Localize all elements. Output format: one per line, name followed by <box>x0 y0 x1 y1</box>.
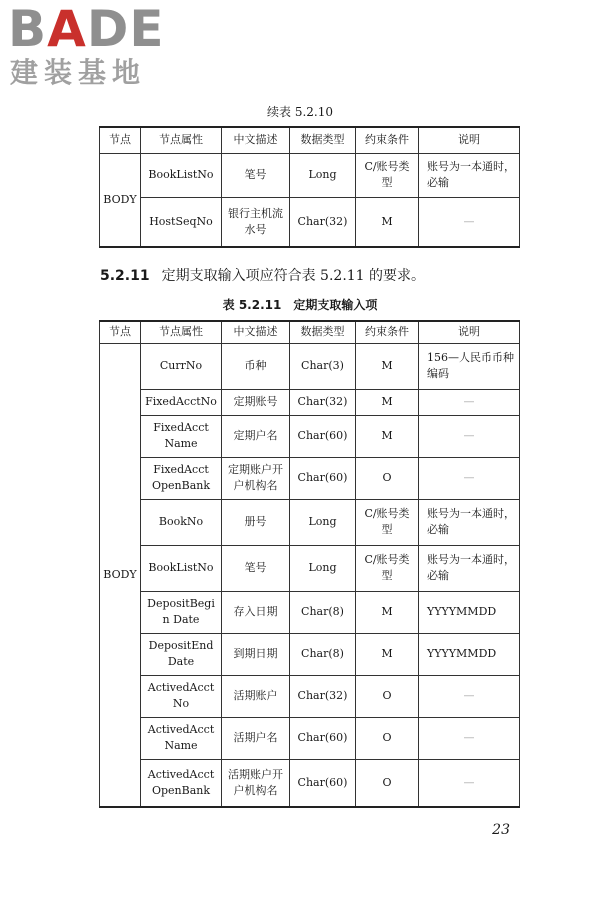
table-cell: O <box>356 759 419 807</box>
table-cell: Long <box>290 545 356 591</box>
table-cell: 册号 <box>222 499 290 545</box>
table2-caption: 表 5.2.11 定期支取输入项 <box>222 298 378 312</box>
header-cell: 数据类型 <box>290 127 356 153</box>
table-cell: Char(32) <box>290 675 356 717</box>
table-row <box>100 415 520 457</box>
header-cell: 节点属性 <box>141 321 222 343</box>
table-row <box>100 633 520 675</box>
table-cell: — <box>419 675 520 717</box>
table-row <box>100 545 520 591</box>
table-cell: ActivedAcct No <box>141 675 222 717</box>
table-cell: 定期账号 <box>222 389 290 415</box>
table-cell: 到期日期 <box>222 633 290 675</box>
table-cell: — <box>419 717 520 759</box>
table-cell: ActivedAcct Name <box>141 717 222 759</box>
table-cell: M <box>356 389 419 415</box>
table-cell: — <box>419 197 520 247</box>
table-cell: BookNo <box>141 499 222 545</box>
node-cell: BODY <box>100 343 141 807</box>
table-cell: Long <box>290 499 356 545</box>
table-cell: C/账号类型 <box>356 545 419 591</box>
table-cell: Char(60) <box>290 415 356 457</box>
header-cell: 说明 <box>419 321 520 343</box>
table-cell: 账号为一本通时，必输 <box>419 499 520 545</box>
logo-mark <box>8 0 178 58</box>
table-cell: C/账号类型 <box>356 499 419 545</box>
table-cell: FixedAcctNo <box>141 389 222 415</box>
table-cell: 定期户名 <box>222 415 290 457</box>
node-cell: BODY <box>100 153 141 247</box>
table-cell: Char(60) <box>290 717 356 759</box>
table-cell: 币种 <box>222 343 290 389</box>
table-cell: 账号为一本通时，必输 <box>419 153 520 197</box>
table-cell: 活期户名 <box>222 717 290 759</box>
table-cell: FixedAcct OpenBank <box>141 457 222 499</box>
table-cell: — <box>419 389 520 415</box>
table-cell: M <box>356 415 419 457</box>
section-5-2-11 <box>100 265 425 285</box>
table-cell: YYYYMMDD <box>419 633 520 675</box>
table-cell: M <box>356 591 419 633</box>
table-cell: Char(32) <box>290 197 356 247</box>
section-number: 5.2.11 <box>100 268 150 284</box>
table-cell: O <box>356 457 419 499</box>
continued-table-5-2-10 <box>99 126 520 248</box>
table-cell: YYYYMMDD <box>419 591 520 633</box>
table-row <box>100 153 520 197</box>
table-row <box>100 717 520 759</box>
table-cell: DepositBegin Date <box>141 591 222 633</box>
table-cell: 156—人民币币种编码 <box>419 343 520 389</box>
table-cell: Char(60) <box>290 457 356 499</box>
table-cell: Char(8) <box>290 633 356 675</box>
table-cell: 定期账户开户机构名 <box>222 457 290 499</box>
table-row <box>100 499 520 545</box>
table-cell: Char(3) <box>290 343 356 389</box>
table-cell: — <box>419 415 520 457</box>
table1-caption: 续表 5.2.10 <box>267 105 333 119</box>
header-cell: 节点 <box>100 321 141 343</box>
table-cell: ActivedAcct OpenBank <box>141 759 222 807</box>
table-cell: Long <box>290 153 356 197</box>
table-cell: 活期账户 <box>222 675 290 717</box>
table-cell: 银行主机流水号 <box>222 197 290 247</box>
table-cell: FixedAcct Name <box>141 415 222 457</box>
header-cell: 约束条件 <box>356 127 419 153</box>
header-cell: 中文描述 <box>222 321 290 343</box>
header-cell: 约束条件 <box>356 321 419 343</box>
logo-mark-text: BADE <box>8 0 165 58</box>
table-cell: BookListNo <box>141 545 222 591</box>
section-text: 定期支取输入项应符合表 5.2.11 的要求。 <box>161 268 426 284</box>
table-cell: CurrNo <box>141 343 222 389</box>
table-cell: 存入日期 <box>222 591 290 633</box>
table-5-2-11 <box>99 320 520 808</box>
header-cell: 节点 <box>100 127 141 153</box>
table-cell: Char(8) <box>290 591 356 633</box>
table-cell: 活期账户开户机构名 <box>222 759 290 807</box>
table-cell: O <box>356 717 419 759</box>
table-cell: 账号为一本通时，必输 <box>419 545 520 591</box>
table-cell: 笔号 <box>222 153 290 197</box>
table-row <box>100 457 520 499</box>
table-cell: M <box>356 197 419 247</box>
table-cell: M <box>356 343 419 389</box>
table-cell: BookListNo <box>141 153 222 197</box>
header-cell: 中文描述 <box>222 127 290 153</box>
table-row <box>100 591 520 633</box>
table-row <box>100 759 520 807</box>
table-cell: — <box>419 759 520 807</box>
table-cell: M <box>356 633 419 675</box>
logo-subtitle: 建装基地 <box>10 56 147 89</box>
header-cell: 说明 <box>419 127 520 153</box>
table-cell: DepositEnd Date <box>141 633 222 675</box>
table-cell: 笔号 <box>222 545 290 591</box>
table-cell: O <box>356 675 419 717</box>
header-cell: 节点属性 <box>141 127 222 153</box>
table-cell: Char(32) <box>290 389 356 415</box>
header-cell: 数据类型 <box>290 321 356 343</box>
table-cell: Char(60) <box>290 759 356 807</box>
page-number: 23 <box>492 822 510 838</box>
bade-logo <box>8 0 178 96</box>
table-row <box>100 197 520 247</box>
table-row <box>100 675 520 717</box>
table-row <box>100 389 520 415</box>
table-cell: HostSeqNo <box>141 197 222 247</box>
table-row <box>100 343 520 389</box>
table-cell: C/账号类型 <box>356 153 419 197</box>
table-cell: — <box>419 457 520 499</box>
